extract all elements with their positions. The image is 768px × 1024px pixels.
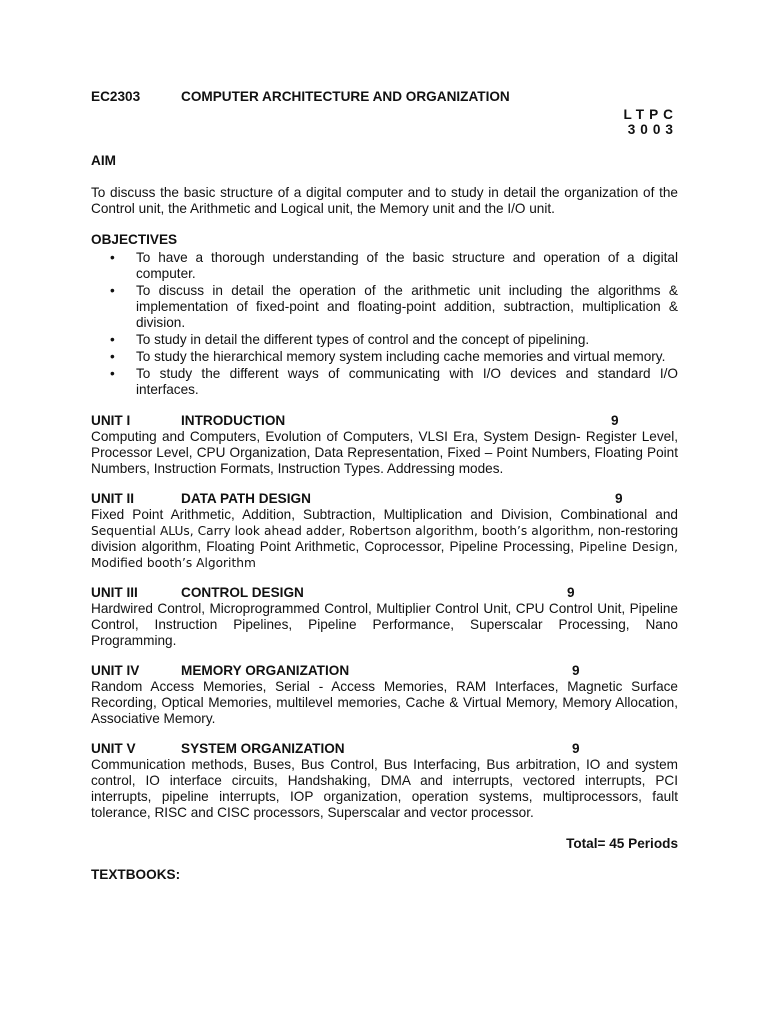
syllabus-page <box>91 89 678 883</box>
unit-heading <box>91 413 678 429</box>
unit-number: UNIT III <box>91 585 138 600</box>
unit-content <box>91 507 678 571</box>
unit-heading <box>91 663 678 679</box>
unit-hours: 9 <box>572 663 580 678</box>
unit-content-mid: non-restoring division algorithm, Floating Point Arithmetic, Coprocessor, Pipeline Processing, <box>91 523 679 554</box>
textbooks-heading: TEXTBOOKS: <box>91 867 181 882</box>
unit-heading <box>91 741 678 757</box>
course-title: COMPUTER ARCHITECTURE AND ORGANIZATION <box>181 89 510 104</box>
unit-number: UNIT V <box>91 741 136 756</box>
unit-number: UNIT IV <box>91 663 140 678</box>
objective-item: • To study the different ways of communicating with I/O devices and standard I/O interfaces. <box>136 366 678 398</box>
objective-item: • To study the hierarchical memory system including cache memories and virtual memory. <box>136 349 678 365</box>
objective-item: • To discuss in detail the operation of the arithmetic unit including the algorithms & implementation of fixed-point and floating-point addition, subtraction, multiplication & division. <box>136 283 678 331</box>
ltpc-labels: LTPC <box>623 107 678 122</box>
unit-name: SYSTEM ORGANIZATION <box>181 741 345 756</box>
aim-text: To discuss the basic structure of a digital computer and to study in detail the organization of the Control unit, the Arithmetic and Logical unit, the Memory unit and the I/O unit. <box>91 185 678 216</box>
objectives-heading: OBJECTIVES <box>91 232 178 247</box>
unit-number: UNIT I <box>91 413 131 428</box>
unit-hours: 9 <box>572 741 580 756</box>
unit-content: Communication methods, Buses, Bus Control, Bus Interfacing, Bus arbitration, IO and system control, IO interface circuits, Handshaking, DMA and interrupts, vectored interrupts, PCI interrupts, pipeline interrupts, IOP organization, operation systems, multiprocessors, fault tolerance, RISC and CISC processors, Superscalar and vector processor. <box>91 757 678 820</box>
course-code: EC2303 <box>91 89 141 104</box>
unit-hours: 9 <box>615 491 623 506</box>
unit-hours: 9 <box>567 585 575 600</box>
aim-heading: AIM <box>91 153 116 168</box>
unit-heading <box>91 585 678 601</box>
objective-item: • To have a thorough understanding of the basic structure and operation of a digital computer. <box>136 250 678 282</box>
unit-content-small-run: Pipeline Design, Modified booth’s Algorithm <box>91 540 678 570</box>
objective-item: • To study in detail the different types of control and the concept of pipelining. <box>136 332 678 348</box>
unit-name: CONTROL DESIGN <box>181 585 304 600</box>
unit-content: Hardwired Control, Microprogrammed Control, Multiplier Control Unit, CPU Control Unit, Pipeline Control, Instruction Pipelines, Pipeline Performance, Superscalar Processing, Nano Programming. <box>91 601 678 648</box>
total-periods: Total= 45 Periods <box>566 836 678 851</box>
unit-name: MEMORY ORGANIZATION <box>181 663 350 678</box>
unit-content-lead: Fixed Point Arithmetic, Addition, Subtraction, Multiplication and Division, Combinational and <box>91 507 678 522</box>
unit-name: INTRODUCTION <box>181 413 286 428</box>
unit-hours: 9 <box>611 413 619 428</box>
unit-number: UNIT II <box>91 491 135 506</box>
objectives-list <box>91 250 678 398</box>
unit-content: Random Access Memories, Serial - Access Memories, RAM Interfaces, Magnetic Surface Recording, Optical Memories, multilevel memories, Cache & Virtual Memory, Memory Allocation, Associative Memory. <box>91 679 678 726</box>
ltpc-values: 3003 <box>627 122 678 137</box>
unit-name: DATA PATH DESIGN <box>181 491 311 506</box>
unit-content-small-run: Sequential ALUs, Carry look ahead adder, Robertson algorithm, booth’s algorithm, <box>91 524 594 538</box>
unit-content: Computing and Computers, Evolution of Computers, VLSI Era, System Design- Register Level, Processor Level, CPU Organization, Data Representation, Fixed – Point Numbers, Floating Point Numbers, Instruction Formats, Instruction Types. Addressing modes. <box>91 429 678 476</box>
unit-heading <box>91 491 678 507</box>
course-header <box>91 89 678 137</box>
